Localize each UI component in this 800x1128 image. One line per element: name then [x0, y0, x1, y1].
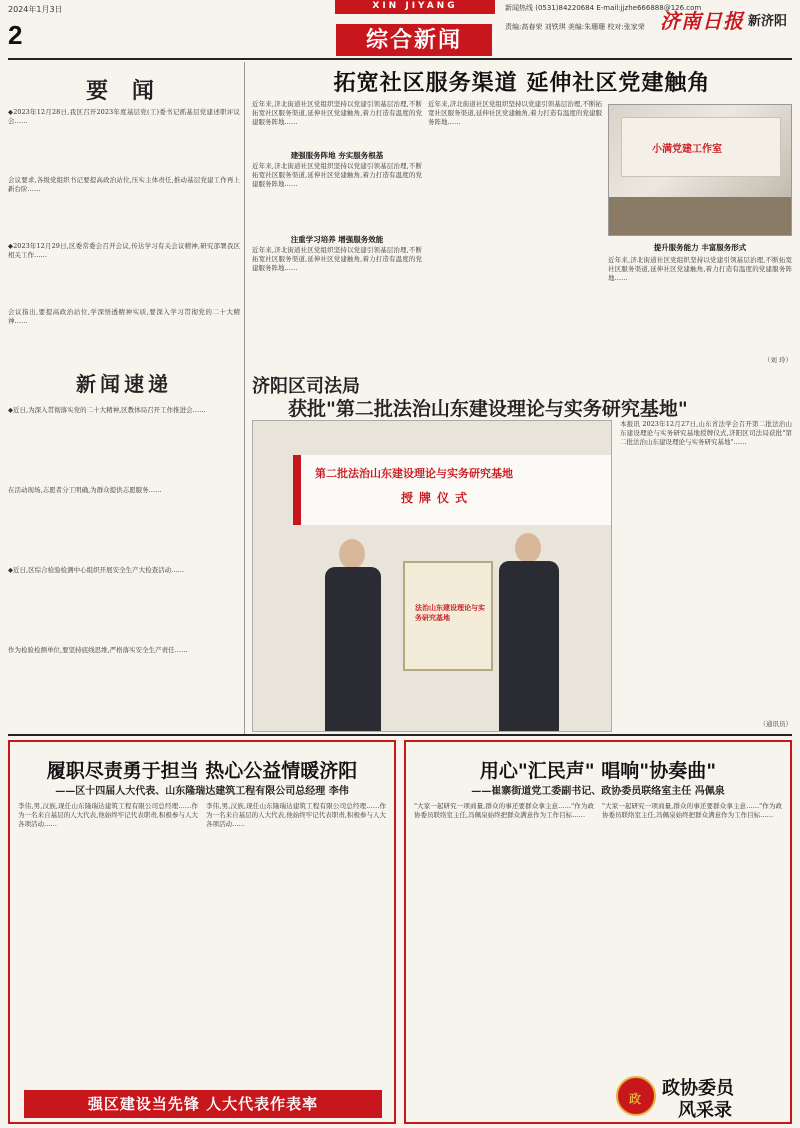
lead-body: 近年来,济北街道社区党组织坚持以党建引领基层治理,不断拓宽社区服务渠道,延伸社区党建触角,着力打造有温度的党建服务阵地……	[252, 162, 422, 188]
cppcc-body: "大家一起研究一项商量,群众的事还要群众拿主意……"作为政协委员联络室主任,冯佩泉始终把群众满意作为工作目标……	[414, 802, 594, 819]
cppcc-column-title-1: 政协委员	[662, 1078, 734, 1099]
cppcc-column-logo	[616, 1072, 788, 1122]
judicial-headline-2: 获批"第二批法治山东建设理论与实务研究基地"	[288, 398, 688, 420]
lead-body: 近年来,济北街道社区党组织坚持以党建引领基层治理,不断拓宽社区服务渠道,延伸社区党建触角,着力打造有温度的党建服务阵地……	[428, 100, 602, 126]
cppcc-member-feature	[404, 740, 792, 1124]
editors-line: 责编:高春荣 刘铁琪 美编:朱珊珊 校对:张家荣	[505, 23, 645, 31]
newspaper-logo-sub: 新济阳	[748, 14, 788, 29]
news-express-heading: 新闻速递	[76, 372, 172, 396]
news-paragraph: 会议指出,要提高政治站位,学深悟透精神实质,要深入学习贯彻党的二十大精神……	[8, 308, 240, 325]
lead-headline: 拓宽社区服务渠道 延伸社区党建触角	[333, 70, 711, 96]
cppcc-headline: 用心"汇民声" 唱响"协奏曲"	[479, 760, 717, 782]
page-number: 2	[8, 20, 23, 50]
deputy-body: 李伟,男,汉族,现任山东隆瑞达建筑工程有限公司总经理……作为一名来自基层的人大代表,他始终牢记代表职责,积极参与人大各项活动……	[206, 802, 386, 828]
column-divider	[244, 62, 245, 734]
masthead	[0, 0, 800, 62]
deputy-headline: 履职尽责勇于担当 热心公益情暖济阳	[46, 760, 358, 782]
judicial-byline: （通讯员）	[759, 720, 792, 728]
cppcc-column-title-2: 风采录	[678, 1100, 732, 1121]
news-paragraph: ◆2023年12月28日,我区召开2023年度基层党(工)委书记抓基层党建述职评议会……	[8, 108, 240, 125]
judicial-article-text	[620, 420, 792, 732]
lead-body: 近年来,济北街道社区党组织坚持以党建引领基层治理,不断拓宽社区服务渠道,延伸社区党建触角,着力打造有温度的党建服务阵地……	[608, 256, 792, 282]
judicial-headline-1: 济阳区司法局	[252, 376, 360, 397]
lead-body: 近年来,济北街道社区党组织坚持以党建引领基层治理,不断拓宽社区服务渠道,延伸社区党建触角,着力打造有温度的党建服务阵地……	[252, 246, 422, 272]
news-paragraph: 在活动现场,志愿者分工明确,为群众提供志愿服务……	[8, 486, 162, 494]
news-paragraph: ◆近日,区综合检验检测中心组织开展安全生产大检查活动……	[8, 566, 185, 574]
lead-subhead: 建强服务阵地 夯实服务根基	[290, 151, 384, 160]
section-title: 综合新闻	[336, 24, 492, 56]
contact-line: 新闻热线 (0531)84220684 E-mail:jjzhe666888@126.com	[505, 4, 702, 12]
cppcc-emblem-icon: 政	[616, 1076, 656, 1116]
deputy-body: 李伟,男,汉族,现任山东隆瑞达建筑工程有限公司总经理……作为一名来自基层的人大代表,他始终牢记代表职责,积极参与人大各项活动……	[18, 802, 198, 828]
pinyin-tag: XIN JIYANG	[372, 1, 458, 11]
award-ceremony-photo	[252, 420, 612, 732]
photo-sign: 小满党建工作室	[652, 144, 722, 155]
news-paragraph: 作为检验检测单位,要坚持底线思维,严格落实安全生产责任……	[8, 646, 188, 654]
npc-deputy-feature	[8, 740, 396, 1124]
newspaper-logo: 济南日报	[660, 9, 744, 33]
party-workroom-photo	[608, 104, 792, 236]
deputy-slogan-banner: 强区建设当先锋 人大代表作表率	[24, 1090, 382, 1118]
issue-date: 2024年1月3日	[8, 5, 63, 14]
left-news-column	[8, 62, 240, 734]
cppcc-subline: ——崔寨街道党工委副书记、政协委员联络室主任 冯佩泉	[471, 786, 725, 797]
header-divider	[8, 58, 792, 60]
award-plaque-text: 法治山东建设理论与实务研究基地	[415, 603, 485, 622]
cppcc-body: "大家一起研究一项商量,群众的事还要群众拿主意……"作为政协委员联络室主任,冯佩泉始终把群众满意作为工作目标……	[602, 802, 782, 819]
judicial-body: 本报讯 2023年12月27日,山东省法学会召开第二批法治山东建设理论与实务研究基地授牌仪式,济阳区司法局获批"第二批法治山东建设理论与实务研究基地"……	[620, 420, 792, 446]
deputy-subline: ——区十四届人大代表、山东隆瑞达建筑工程有限公司总经理 李伟	[55, 786, 349, 797]
ceremony-banner-subtitle: 授牌仪式	[401, 491, 474, 505]
news-paragraph: ◆2023年12月29日,区委常委会召开会议,传达学习有关会议精神,研究部署我区相关工作……	[8, 242, 240, 259]
lead-subhead: 提升服务能力 丰富服务形式	[653, 243, 747, 252]
important-news-heading: 要 闻	[86, 78, 162, 104]
lead-byline: （刘 玲）	[763, 356, 792, 364]
lead-body: 近年来,济北街道社区党组织坚持以党建引领基层治理,不断拓宽社区服务渠道,延伸社区党建触角,着力打造有温度的党建服务阵地……	[252, 100, 422, 126]
section-divider	[8, 734, 792, 736]
ceremony-banner-title: 第二批法治山东建设理论与实务研究基地	[315, 467, 513, 480]
news-paragraph: ◆近日,为深入贯彻落实党的二十大精神,区教体局召开工作推进会……	[8, 406, 206, 414]
lead-subhead: 注重学习培养 增强服务效能	[290, 235, 384, 244]
news-paragraph: 会议要求,各级党组织书记要提高政治站位,压实主体责任,推动基层党建工作再上新台阶……	[8, 176, 240, 193]
